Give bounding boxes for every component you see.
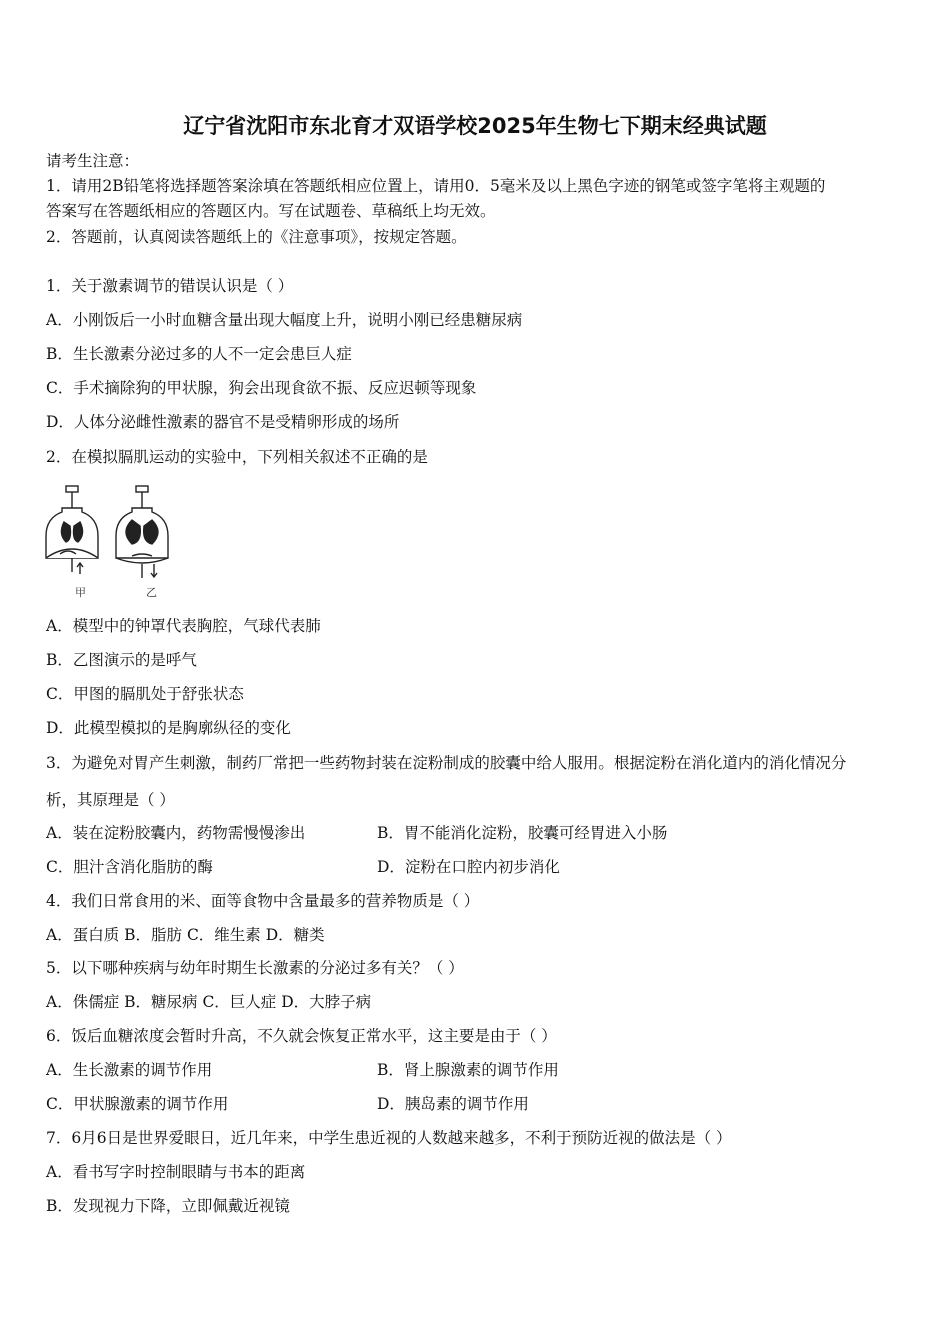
q2-stem: 2．在模拟膈肌运动的实验中，下列相关叙述不正确的是 [46, 448, 428, 466]
q6-stem: 6．饭后血糖浓度会暂时升高，不久就会恢复正常水平，这主要是由于（ ） [46, 1027, 557, 1045]
q1-stem: 1．关于激素调节的错误认识是（ ） [46, 277, 294, 295]
q3-stem-line-2: 析，其原理是（ ） [46, 791, 175, 809]
q6-option-d: D．胰岛素的调节作用 [377, 1095, 529, 1113]
notice-item-1-line-1: 1．请用2B铅笔将选择题答案涂填在答题纸相应位置上，请用0．5毫米及以上黑色字迹的钢笔或签字笔将主观题的 [46, 177, 826, 195]
notice-item-2: 2．答题前，认真阅读答题纸上的《注意事项》，按规定答题。 [46, 228, 467, 246]
q1-option-a: A．小刚饭后一小时血糖含量出现大幅度上升，说明小刚已经患糖尿病 [46, 311, 523, 329]
q2-option-d: D．此模型模拟的是胸廓纵径的变化 [46, 719, 291, 737]
q5-options: A．侏儒症 B．糖尿病 C．巨人症 D．大脖子病 [46, 993, 372, 1011]
q2-option-b: B．乙图演示的是呼气 [46, 651, 197, 669]
exam-title: 辽宁省沈阳市东北育才双语学校2025年生物七下期末经典试题 [183, 114, 767, 138]
q3-stem-line-1: 3．为避免对胃产生刺激，制药厂常把一些药物封装在淀粉制成的胶囊中给人服用。根据淀粉在消化道内的消化情况分 [46, 754, 847, 772]
q3-option-b: B．胃不能消化淀粉，胶囊可经胃进入小肠 [377, 824, 668, 842]
q3-option-d: D．淀粉在口腔内初步消化 [377, 858, 560, 876]
q4-stem: 4．我们日常食用的米、面等食物中含量最多的营养物质是（ ） [46, 892, 480, 910]
q7-option-a: A．看书写字时控制眼睛与书本的距离 [46, 1163, 306, 1181]
q7-stem: 7．6月6日是世界爱眼日，近几年来，中学生患近视的人数越来越多，不利于预防近视的做法是（ ） [46, 1129, 732, 1147]
q5-stem: 5．以下哪种疾病与幼年时期生长激素的分泌过多有关？（ ） [46, 959, 464, 977]
q4-options: A．蛋白质 B．脂肪 C．维生素 D．糖类 [46, 926, 325, 944]
q3-option-a: A．装在淀粉胶囊内，药物需慢慢渗出 [46, 824, 306, 842]
q6-option-c: C．甲状腺激素的调节作用 [46, 1095, 229, 1113]
q1-option-b: B．生长激素分泌过多的人不一定会患巨人症 [46, 345, 352, 363]
figure-label-jia: 甲 [75, 586, 86, 599]
q2-option-a: A．模型中的钟罩代表胸腔，气球代表肺 [46, 617, 321, 635]
q2-option-c: C．甲图的膈肌处于舒张状态 [46, 685, 244, 703]
q7-option-b: B．发现视力下降，立即佩戴近视镜 [46, 1197, 290, 1215]
diaphragm-model-figure [42, 482, 188, 600]
q3-option-c: C．胆汁含消化脂肪的酶 [46, 858, 213, 876]
q1-option-c: C．手术摘除狗的甲状腺，狗会出现食欲不振、反应迟顿等现象 [46, 379, 477, 397]
notice-header: 请考生注意： [46, 152, 140, 170]
notice-item-1-line-2: 答案写在答题纸相应的答题区内。写在试题卷、草稿纸上均无效。 [46, 202, 496, 220]
q1-option-d: D．人体分泌雌性激素的器官不是受精卵形成的场所 [46, 413, 400, 431]
bell-jar-jia [46, 486, 98, 574]
bell-jar-yi [116, 486, 168, 578]
q6-option-a: A．生长激素的调节作用 [46, 1061, 213, 1079]
figure-label-yi: 乙 [146, 586, 157, 599]
q6-option-b: B．肾上腺激素的调节作用 [377, 1061, 559, 1079]
